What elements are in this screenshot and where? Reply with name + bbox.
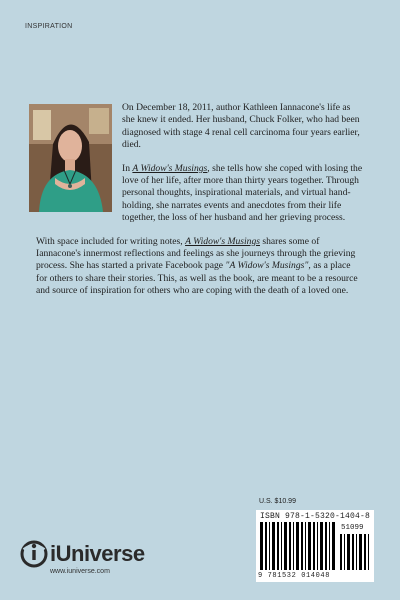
book-title: A Widow's Musings (132, 162, 208, 174)
barcode-bar (340, 534, 342, 570)
barcode-bar (272, 522, 275, 570)
barcode-bar (329, 522, 330, 570)
category-label: INSPIRATION (25, 23, 73, 30)
barcode-bar (368, 534, 369, 570)
price-addon-code: 51099 (341, 524, 364, 532)
publisher-url: www.iuniverse.com (50, 568, 110, 575)
barcode-bar (317, 522, 318, 570)
barcode-bar (284, 522, 287, 570)
barcode-bar (305, 522, 306, 570)
publisher-logo (20, 540, 170, 580)
barcode-bar (320, 522, 323, 570)
barcode-bar (296, 522, 299, 570)
ean-digits: 9 781532 014048 (258, 572, 331, 580)
blurb-paragraph-1-text: On December 18, 2011, author Kathleen Iannacone's life as she knew it ended. Her husband, Chuck Folker, who had been diagnosed with stage 4 renal cell carcinoma four years earlier, died. (122, 102, 360, 151)
blurb-paragraph-1 (36, 102, 364, 152)
barcode-bar (281, 522, 282, 570)
isbn-barcode (256, 510, 374, 582)
barcode-bar (344, 534, 345, 570)
barcode-bar (332, 522, 335, 570)
addon-barcode-bars (340, 534, 370, 570)
barcode-bar (269, 522, 270, 570)
ean-barcode-bars (260, 522, 338, 570)
barcode-bar (308, 522, 311, 570)
barcode-bar (356, 534, 357, 570)
blurb-p3-start: With space included for writing notes, (36, 235, 186, 247)
back-cover-blurb (36, 102, 364, 309)
barcode-bar (347, 534, 350, 570)
photo-text-wrap (36, 102, 118, 214)
barcode-bar (364, 534, 366, 570)
barcode-bar (352, 534, 354, 570)
barcode-bar (289, 522, 291, 570)
barcode-bar (359, 534, 362, 570)
publisher-name: iUniverse (50, 541, 145, 566)
iuniverse-logo-icon (20, 540, 48, 568)
barcode-bar (301, 522, 303, 570)
barcode-bar (277, 522, 279, 570)
facebook-page-name: "A Widow's Musings" (225, 260, 309, 272)
blurb-p2-intro: In (122, 162, 133, 174)
blurb-p2-rest: , she tells how she coped with losing the love of her life, after more than thirty years together. Through personal thoughts, inspirational materials, and virtual hand-holding, she narrates events and anecdotes from their life together, the loss of her husband and her grieving process. (122, 162, 363, 224)
price-label: U.S. $10.99 (259, 498, 296, 505)
isbn-number: ISBN 978-1-5320-1404-8 (260, 512, 371, 521)
book-title: A Widow's Musings (185, 235, 260, 247)
barcode-bar (325, 522, 327, 570)
blurb-p3-end: , as a place for others to share their stories. This, as well as the book, are meant to be a resource and source of inspiration for others who are coping with the death of a loved one. (36, 260, 358, 297)
barcode-bar (293, 522, 294, 570)
barcode-bar (260, 522, 263, 570)
barcode-bar (265, 522, 267, 570)
blurb-paragraph-3 (36, 236, 364, 298)
blurb-p3-mid: shares some of Iannacone's innermost reflections and feelings as she journeys through the grieving process. She has started a private Facebook page (36, 235, 356, 272)
barcode-bar (313, 522, 315, 570)
